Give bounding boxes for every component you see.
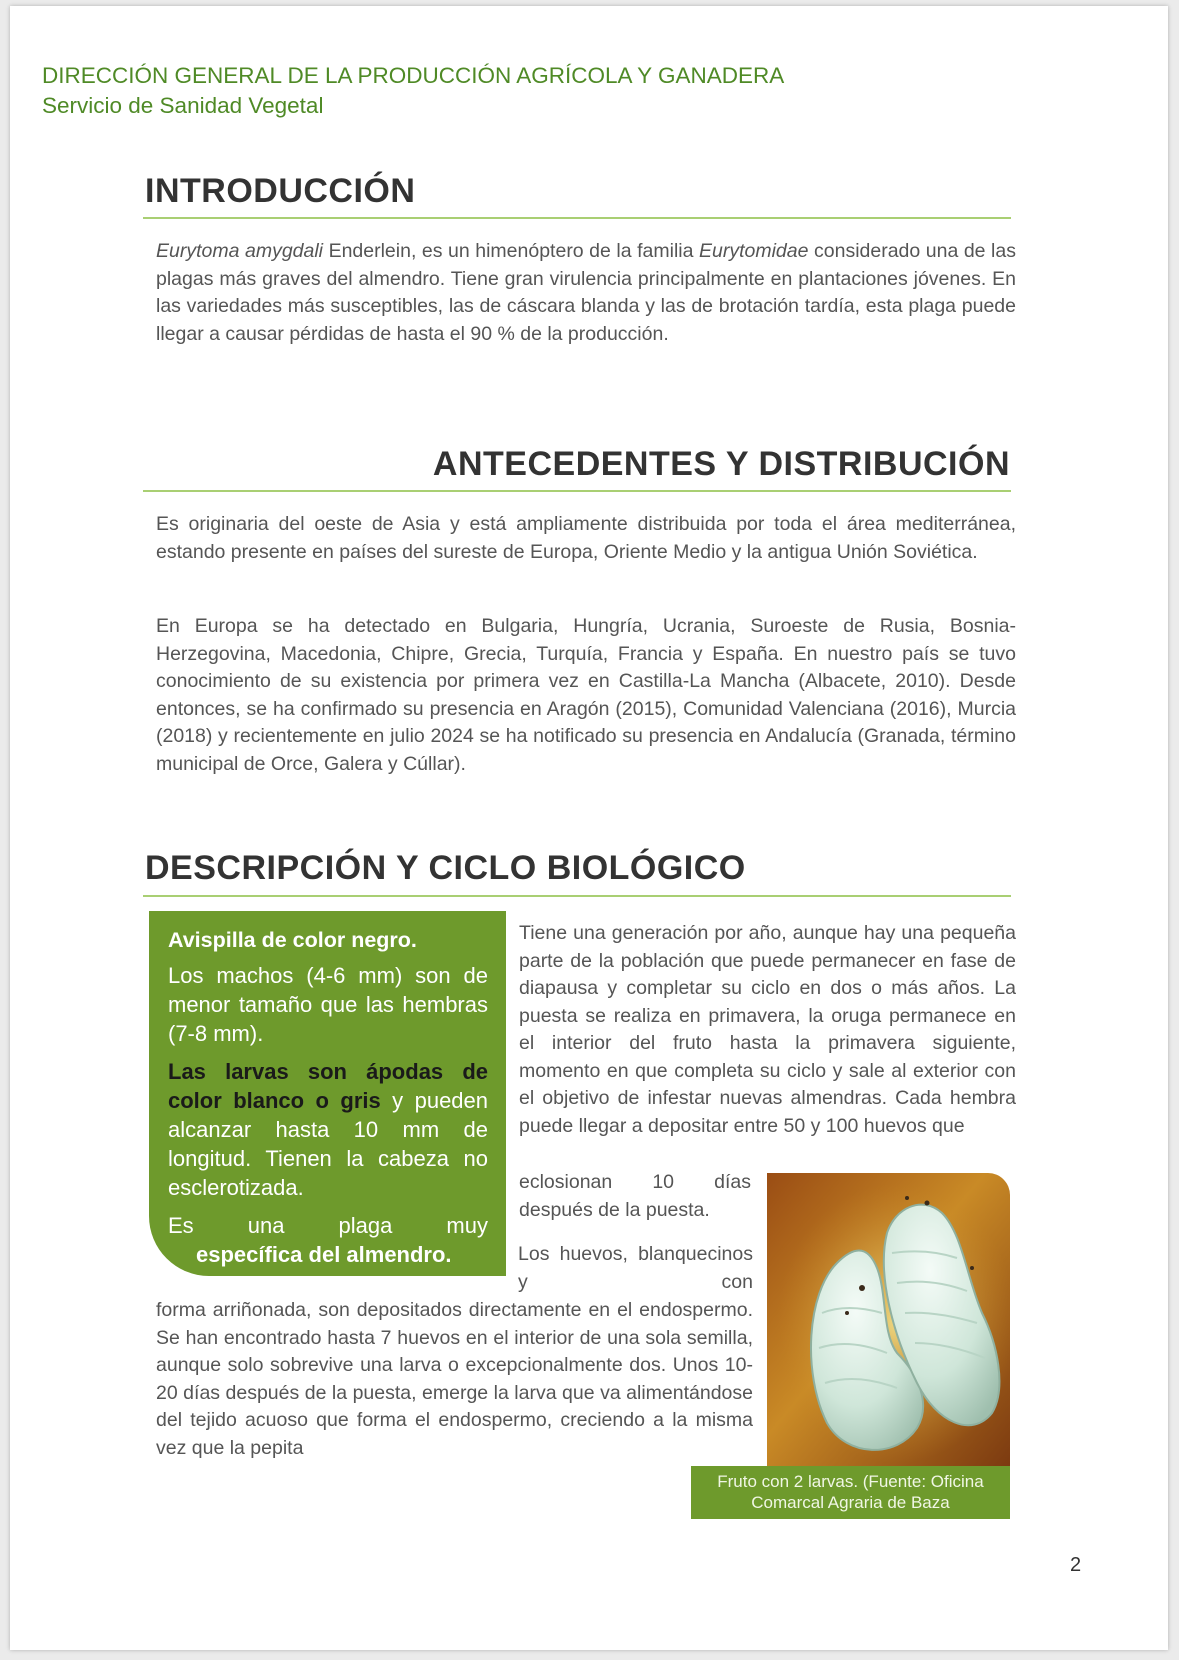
family-name: Eurytomidae <box>699 240 809 262</box>
section-title-antecedentes: ANTECEDENTES Y DISTRIBUCIÓN <box>432 445 1010 483</box>
highlight-title: Avispilla de color negro. <box>168 928 417 952</box>
section-divider <box>143 217 1011 219</box>
intro-text-b: considerado una de las plagas más graves del almendro. Tiene gran virulencia principalmente en plantaciones jóvenes. En las variedades más susceptibles, las de cáscara blanda y las de brotación tardía, esta plaga puede llegar a causar pérdidas de hasta el 90 % de la producción. <box>156 240 1016 345</box>
larva-highlight: Las larvas son ápodas de color blanco o gris <box>168 1059 488 1113</box>
specific-text-pre: Es una plaga muy <box>168 1213 488 1238</box>
page-number: 2 <box>1070 1554 1082 1576</box>
specific-text-bold: específica del almendro. <box>196 1242 452 1267</box>
section-divider <box>143 490 1011 492</box>
cycle-text-middle: eclosionan 10 días después de la puesta. <box>519 1171 751 1221</box>
highlight-specific-text <box>168 1211 488 1269</box>
document-page <box>10 6 1168 1650</box>
section-title-introduccion: INTRODUCCIÓN <box>145 172 416 210</box>
intro-text-a: Enderlein, es un himenóptero de la familia <box>323 240 699 262</box>
larvae-photo <box>767 1173 1010 1466</box>
cycle-text-top: Tiene una generación por año, aunque hay una pequeña parte de la población que puede permanecer en fase de diapausa y completar su ciclo en dos o más años. La puesta se realiza en primavera, la oruga permanece en el interior del fruto hasta la primavera siguiente, momento en que completa su ciclo y sale al exterior con el objetivo de infestar nuevas almendras. Cada hembra puede llegar a depositar entre 50 y 100 huevos que <box>519 922 1016 1137</box>
cycle-text-eggs: Los huevos, blanquecinos y con <box>518 1243 753 1293</box>
species-name: Eurytoma amygdali <box>156 240 324 262</box>
cycle-text-bottom: forma arriñonada, son depositados directamente en el endospermo. Se han encontrado hasta 7 huevos en el interior de una sola semilla, aunque solo sobrevive una larva o excepcionalmente dos. Unos 10-20 días después de la puesta, emerge la larva que va alimentándose del tejido acuoso que forma el endospermo, creciendo a la misma vez que la pepita <box>156 1299 753 1459</box>
antecedentes-paragraph-2: En Europa se ha detectado en Bulgaria, Hungría, Ucrania, Suroeste de Rusia, Bosnia-Herzegovina, Macedonia, Chipre, Grecia, Turquía, Francia y España. En nuestro país se tuvo conocimiento de su existencia por primera vez en Castilla-La Mancha (Albacete, 2010). Desde entonces, se ha confirmado su presencia en Aragón (2015), Comunidad Valenciana (2016), Murcia (2018) y recientemente en julio 2024 se ha notificado su presencia en Andalucía (Granada, término municipal de Orce, Galera y Cúllar). <box>156 615 1016 775</box>
header-service: Servicio de Sanidad Vegetal <box>42 93 324 118</box>
photo-caption: Fruto con 2 larvas. (Fuente: Oficina Comarcal Agraria de Baza <box>691 1466 1010 1519</box>
intro-paragraph <box>156 238 1016 348</box>
header-directorate: DIRECCIÓN GENERAL DE LA PRODUCCIÓN AGRÍCOLA Y GANADERA <box>42 63 785 88</box>
page-header <box>42 61 784 121</box>
highlight-larva-text <box>168 1057 488 1202</box>
section-title-descripcion: DESCRIPCIÓN Y CICLO BIOLÓGICO <box>145 849 746 887</box>
section-divider <box>143 895 1011 897</box>
highlight-box <box>149 911 506 1276</box>
larva-text: y pueden alcanzar hasta 10 mm de longitud. Tienen la cabeza no esclerotizada. <box>168 1088 489 1200</box>
highlight-size-text: Los machos (4-6 mm) son de menor tamaño que las hembras (7-8 mm). <box>168 963 488 1046</box>
antecedentes-paragraph-1: Es originaria del oeste de Asia y está ampliamente distribuida por toda el área mediterránea, estando presente en países del sureste de Europa, Oriente Medio y la antigua Unión Soviética. <box>156 513 1016 563</box>
larvae-image <box>767 1173 1010 1466</box>
